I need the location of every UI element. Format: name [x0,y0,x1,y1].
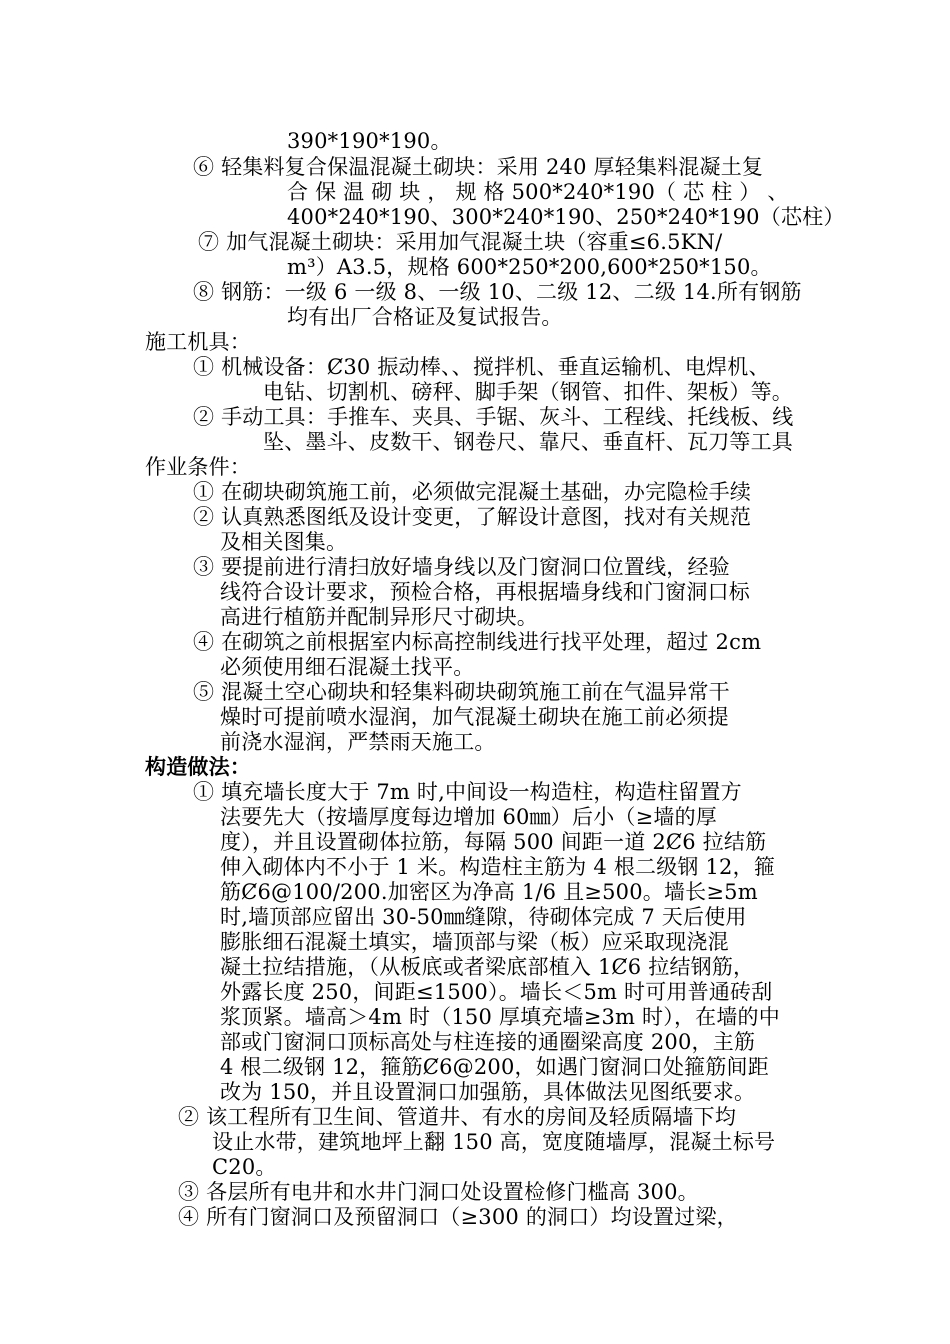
conditions-item-4-line-1: ④ 在砌筑之前根据室内标高控制线进行找平处理，超过 2cm [193,630,762,654]
construction-item-1-line-7: 膨胀细石混凝土填实，墙顶部与梁（板）应采取现浇混 [220,930,729,954]
construction-item-4-line-1: ④ 所有门窗洞口及预留洞口（≥300 的洞口）均设置过梁， [178,1205,738,1229]
material-item-6-line-1: ⑥ 轻集料复合保温混凝土砌块：采用 240 厚轻集料混凝土复 [193,155,764,179]
construction-item-1-line-10: 浆顶紧。墙高＞4m 时（150 厚填充墙≥3m 时），在墙的中 [220,1005,780,1029]
construction-item-1-line-9: 外露长度 250，间距≤1500）。墙长＜5m 时可用普通砖刮 [220,980,773,1004]
construction-item-2-line-1: ② 该工程所有卫生间、管道井、有水的房间及轻质隔墙下均 [178,1105,737,1129]
material-item-6-line-3: 400*240*190、300*240*190、250*240*190（芯柱） [287,205,845,229]
paragraph-line: 390*190*190。 [287,129,452,153]
conditions-item-5-line-2: 燥时可提前喷水湿润，加气混凝土砌块在施工前必须提 [220,705,729,729]
construction-item-1-line-5: 筋Ȼ6@100/200.加密区为净高 1/6 且≥500。墙长≥5m [220,880,758,904]
conditions-item-3-line-3: 高进行植筋并配制异形尺寸砌块。 [220,605,538,629]
construction-item-2-line-3: C20。 [212,1155,277,1179]
section-heading-conditions: 作业条件： [145,455,251,479]
tools-item-1-line-2: 电钻、切割机、磅秤、脚手架（钢管、扣件、架板）等。 [263,380,793,404]
conditions-item-2-line-2: 及相关图集。 [220,530,348,554]
construction-item-1-line-6: 时,墙顶部应留出 30-50㎜缝隙，待砌体完成 7 天后使用 [220,905,747,929]
material-item-8-line-2: 均有出厂合格证及复试报告。 [287,305,563,329]
conditions-item-1-line-1: ① 在砌块砌筑施工前，必须做完混凝土基础，办完隐检手续 [193,480,752,504]
section-heading-tools: 施工机具： [145,330,251,354]
material-item-7-line-1: ⑦ 加气混凝土砌块：采用加气混凝土块（容重≤6.5KN/ [198,230,723,254]
construction-item-1-line-4: 伸入砌体内不小于 1 米。构造柱主筋为 4 根二级钢 12，箍 [220,855,776,879]
tools-item-2-line-2: 坠、墨斗、皮数干、钢卷尺、靠尺、垂直杆、瓦刀等工具 [263,430,793,454]
construction-item-3-line-1: ③ 各层所有电井和水井门洞口处设置检修门槛高 300。 [178,1180,699,1204]
construction-item-1-line-3: 度），并且设置砌体拉筋，每隔 500 间距一道 2Ȼ6 拉结筋 [220,830,767,854]
conditions-item-3-line-1: ③ 要提前进行清扫放好墙身线以及门窗洞口位置线，经验 [193,555,730,579]
tools-item-1-line-1: ① 机械设备：Ȼ30 振动棒、、搅拌机、垂直运输机、电焊机、 [193,355,770,379]
conditions-item-3-line-2: 线符合设计要求，预检合格，再根据墙身线和门窗洞口标 [220,580,750,604]
construction-item-2-line-2: 设止水带，建筑地坪上翻 150 高，宽度随墙厚，混凝土标号 [212,1130,776,1154]
construction-item-1-line-13: 改为 150，并且设置洞口加强筋，具体做法见图纸要求。 [220,1080,756,1104]
material-item-7-line-2: m³）A3.5，规格 600*250*200,600*250*150。 [287,255,772,279]
conditions-item-4-line-2: 必须使用细石混凝土找平。 [220,655,475,679]
construction-item-1-line-1: ① 填充墙长度大于 7m 时,中间设一构造柱，构造柱留置方 [193,780,742,804]
tools-item-2-line-1: ② 手动工具：手推车、夹具、手锯、灰斗、工程线、托线板、线 [193,405,794,429]
conditions-item-5-line-1: ⑤ 混凝土空心砌块和轻集料砌块砌筑施工前在气温异常干 [193,680,730,704]
construction-item-1-line-11: 部或门窗洞口顶标高处与柱连接的通圈梁高度 200，主筋 [220,1030,756,1054]
material-item-8-line-1: ⑧ 钢筋：一级 6 一级 8、一级 10、二级 12、二级 14.所有钢筋 [193,280,802,304]
construction-item-1-line-12: 4 根二级钢 12，箍筋Ȼ6@200，如遇门窗洞口处箍筋间距 [220,1055,769,1079]
construction-item-1-line-2: 法要先大（按墙厚度每边增加 60㎜）后小（≥墙的厚 [220,805,717,829]
conditions-item-5-line-3: 前浇水湿润，严禁雨天施工。 [220,730,496,754]
section-heading-construction: 构造做法： [145,755,251,779]
construction-item-1-line-8: 凝土拉结措施，（从板底或者梁底部植入 1Ȼ6 拉结钢筋， [220,955,755,979]
conditions-item-2-line-1: ② 认真熟悉图纸及设计变更，了解设计意图，找对有关规范 [193,505,752,529]
material-item-6-line-2: 合 保 温 砌 块 ， 规 格 500*240*190（ 芯 柱 ） 、 [287,180,789,204]
